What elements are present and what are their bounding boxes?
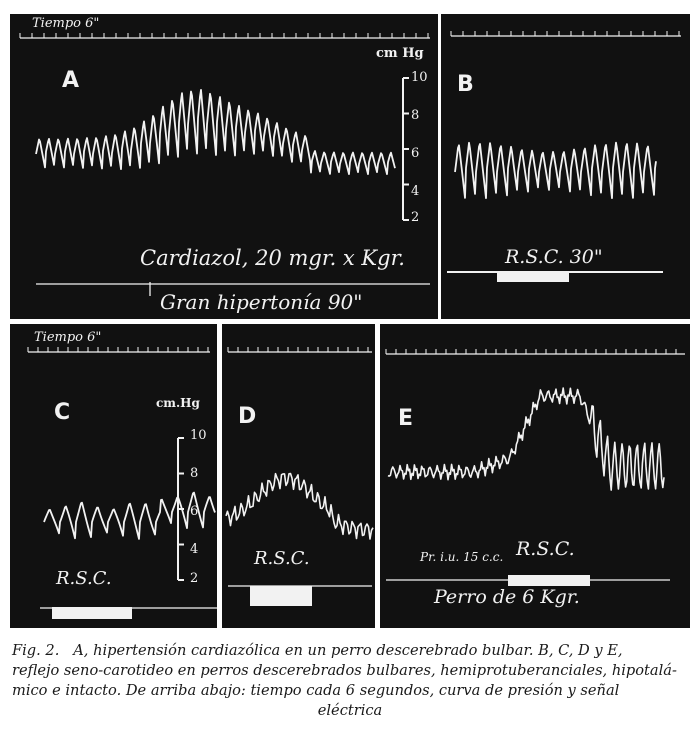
- panel-a: [10, 14, 438, 319]
- panel-letter-d: D: [238, 404, 257, 429]
- signal-label-e: R.S.C.: [516, 538, 575, 560]
- scale-tick-a-10: 10: [411, 70, 428, 85]
- panel-a-traces: [10, 14, 438, 319]
- time-marker-c-ticks: [28, 347, 208, 352]
- time-marker-d-ticks: [228, 347, 368, 352]
- scale-tick-c-6: 6: [190, 504, 199, 519]
- figure: [10, 14, 690, 628]
- panel-c: [10, 324, 217, 628]
- panel-letter-b: B: [457, 72, 474, 97]
- scale-tick-a-6: 6: [411, 146, 420, 161]
- scale-tick-a-2: 2: [411, 210, 420, 225]
- signal-label-b: R.S.C. 30": [505, 246, 603, 268]
- time-marker-a-ticks: [20, 33, 428, 38]
- unit-label-c: cm.Hg: [156, 396, 200, 410]
- signal-bar-b: [497, 272, 569, 282]
- panel-d: [222, 324, 375, 628]
- scale-tick-c-2: 2: [190, 571, 199, 586]
- pressure-trace-e: [388, 388, 664, 490]
- signal-bar-c: [52, 607, 132, 619]
- panel-b: [441, 14, 690, 319]
- scale-tick-c-4: 4: [190, 542, 199, 557]
- panel-c-traces: [10, 324, 217, 628]
- caption-line-1: A, hipertensión cardiazólica en un perro descerebrado bulbar. B, C, D y E,: [73, 642, 623, 659]
- pressure-trace-b: [455, 143, 656, 199]
- scale-tick-a-8: 8: [411, 108, 420, 123]
- time-label-a: Tiempo 6": [32, 16, 100, 31]
- panel-e-traces: [380, 324, 690, 628]
- time-marker-b-ticks: [451, 31, 679, 36]
- signal-label-c: R.S.C.: [56, 568, 112, 589]
- panel-letter-e: E: [398, 406, 414, 431]
- time-label-c: Tiempo 6": [34, 330, 102, 345]
- panel-letter-a: A: [62, 68, 80, 93]
- scale-tick-c-8: 8: [190, 466, 199, 481]
- signal-bar-e: [508, 575, 590, 586]
- figure-caption: [12, 641, 688, 721]
- caption-line-4: eléctrica: [317, 702, 383, 719]
- signal-bar-d: [250, 586, 312, 606]
- time-marker-e-ticks: [386, 349, 676, 354]
- signal-label-d: R.S.C.: [254, 548, 310, 569]
- scale-tick-a-4: 4: [411, 184, 420, 199]
- dose-note: Cardiazol, 20 mgr. x Kgr.: [140, 246, 405, 270]
- pressure-note: Pr. i.u. 15 c.c.: [420, 550, 504, 564]
- panel-letter-c: C: [54, 400, 71, 425]
- pressure-trace-a: [36, 90, 395, 174]
- pressure-trace-d: [226, 474, 373, 540]
- caption-line-3: mico e intacto. De arriba abajo: tiempo cada 6 segundos, curva de presión y señal: [12, 682, 620, 699]
- caption-line-2: reflejo seno-carotideo en perros descerebrados bulbares, hemiprotuberanciales, hipotalá-: [12, 662, 677, 679]
- unit-label-a: cm Hg: [376, 46, 424, 61]
- scale-tick-c-10: 10: [190, 428, 207, 443]
- panel-e: [380, 324, 690, 628]
- subject-label: Perro de 6 Kgr.: [434, 586, 580, 608]
- hypertonia-note: Gran hipertonía 90": [160, 290, 363, 314]
- panel-d-traces: [222, 324, 375, 628]
- panel-b-traces: [441, 14, 690, 319]
- figure-number: Fig. 2.: [12, 642, 60, 659]
